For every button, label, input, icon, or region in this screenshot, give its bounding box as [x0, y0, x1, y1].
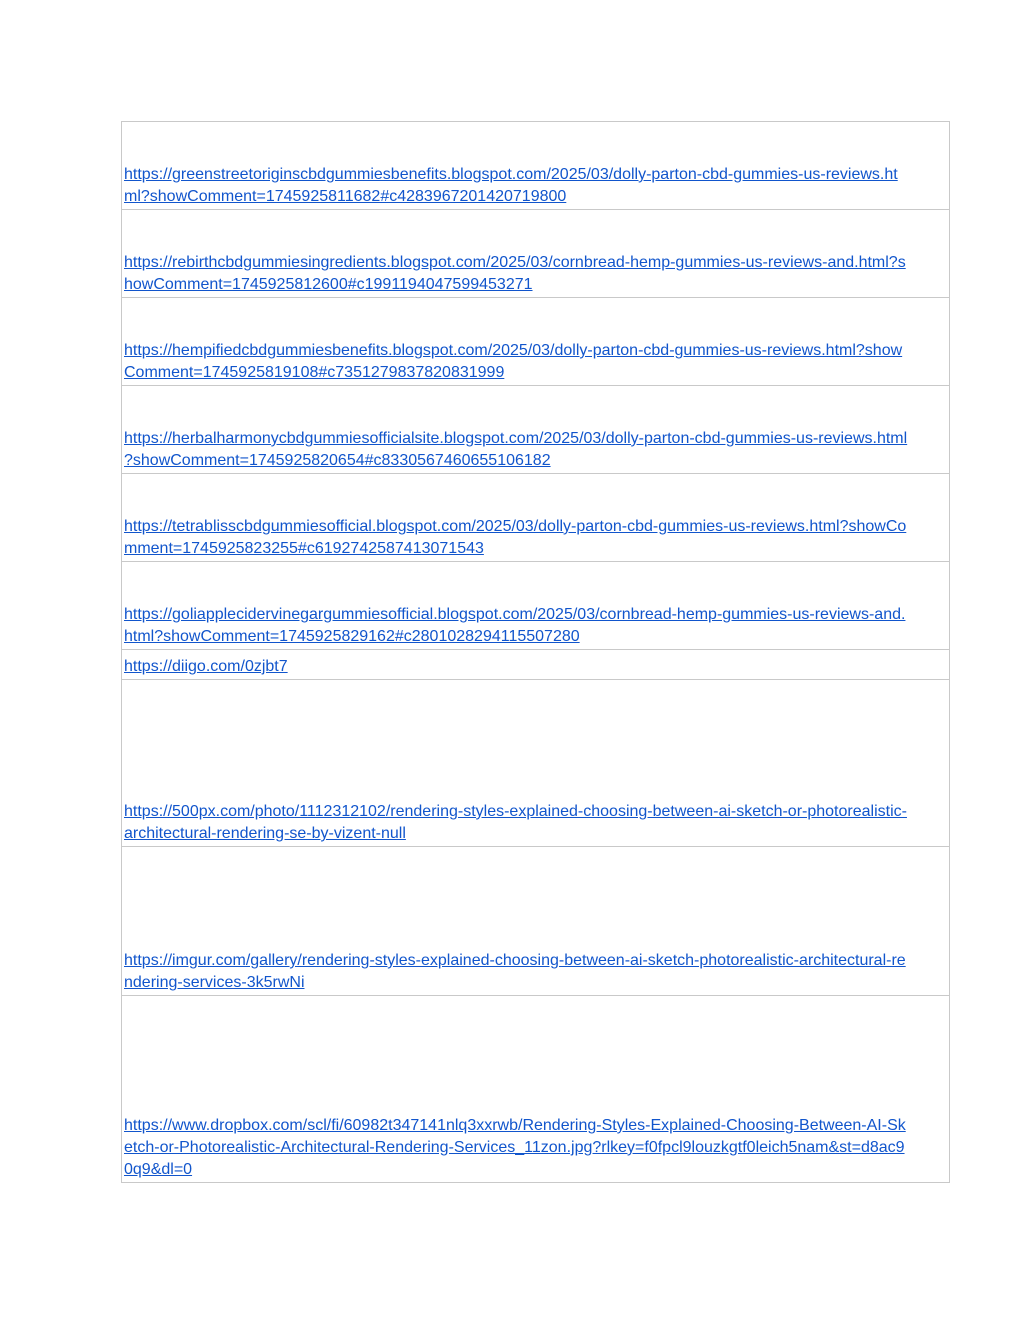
table-cell [122, 386, 950, 474]
link-tetrabliss[interactable]: https://tetrablisscbdgummiesofficial.blogspot.com/2025/03/dolly-parton-cbd-gummies-us-reviews.html?showCo mment=1745925823255#c6192742587413071543 [124, 518, 907, 557]
table-cell [122, 474, 950, 562]
link-rebirthcbd[interactable]: https://rebirthcbdgummiesingredients.blogspot.com/2025/03/cornbread-hemp-gummies-us-reviews-and.html?s howComment=1745925812600#c1991194047599453271 [124, 254, 906, 293]
link-500px[interactable]: https://500px.com/photo/1112312102/rendering-styles-explained-choosing-between-ai-sketch-or-photorealistic- architectural-rendering-se-by-vizent-null [124, 803, 907, 842]
table-row [122, 680, 950, 847]
table-row [122, 996, 950, 1183]
link-hempifiedcbd[interactable]: https://hempifiedcbdgummiesbenefits.blogspot.com/2025/03/dolly-parton-cbd-gummies-us-reviews.html?show Comment=1745925819108#c7351279837820831999 [124, 342, 903, 381]
table-row [122, 474, 950, 562]
table-cell [122, 996, 950, 1183]
table-row [122, 847, 950, 996]
table-row [122, 122, 950, 210]
link-greenstreetorigins[interactable]: https://greenstreetoriginscbdgummiesbenefits.blogspot.com/2025/03/dolly-parton-cbd-gummies-us-reviews.ht ml?showComment=1745925811682#c4283967201420719800 [124, 166, 898, 205]
link-herbalharmony[interactable]: https://herbalharmonycbdgummiesofficialsite.blogspot.com/2025/03/dolly-parton-cbd-gummies-us-reviews.html ?showComment=1745925820654#c8330567460655106182 [124, 430, 908, 469]
link-diigo[interactable]: https://diigo.com/0zjbt7 [124, 658, 288, 675]
table-row [122, 386, 950, 474]
table-row [122, 562, 950, 650]
link-goliapplecider[interactable]: https://goliapplecidervinegargummiesofficial.blogspot.com/2025/03/cornbread-hemp-gummies-us-reviews-and. html?showComment=1745925829162#c2801028294115507280 [124, 606, 906, 645]
table-cell [122, 680, 950, 847]
table-cell [122, 122, 950, 210]
link-table [121, 121, 950, 1183]
table-row [122, 298, 950, 386]
table-row [122, 650, 950, 680]
table-cell [122, 650, 950, 680]
table-cell [122, 210, 950, 298]
table-cell [122, 298, 950, 386]
link-dropbox[interactable]: https://www.dropbox.com/scl/fi/60982t347141nlq3xxrwb/Rendering-Styles-Explained-Choosing-Between-AI-Sk etch-or-Photorealistic-Architectural-Rendering-Services_11zon.jpg?rlkey=f0fpcl9louzkgtf0leich5nam&st=d8ac9 0q9&dl=0 [124, 1117, 906, 1178]
table-cell [122, 847, 950, 996]
table-cell [122, 562, 950, 650]
table-row [122, 210, 950, 298]
link-imgur[interactable]: https://imgur.com/gallery/rendering-styles-explained-choosing-between-ai-sketch-photorealistic-architectural-re ndering-services-3k5rwNi [124, 952, 906, 991]
